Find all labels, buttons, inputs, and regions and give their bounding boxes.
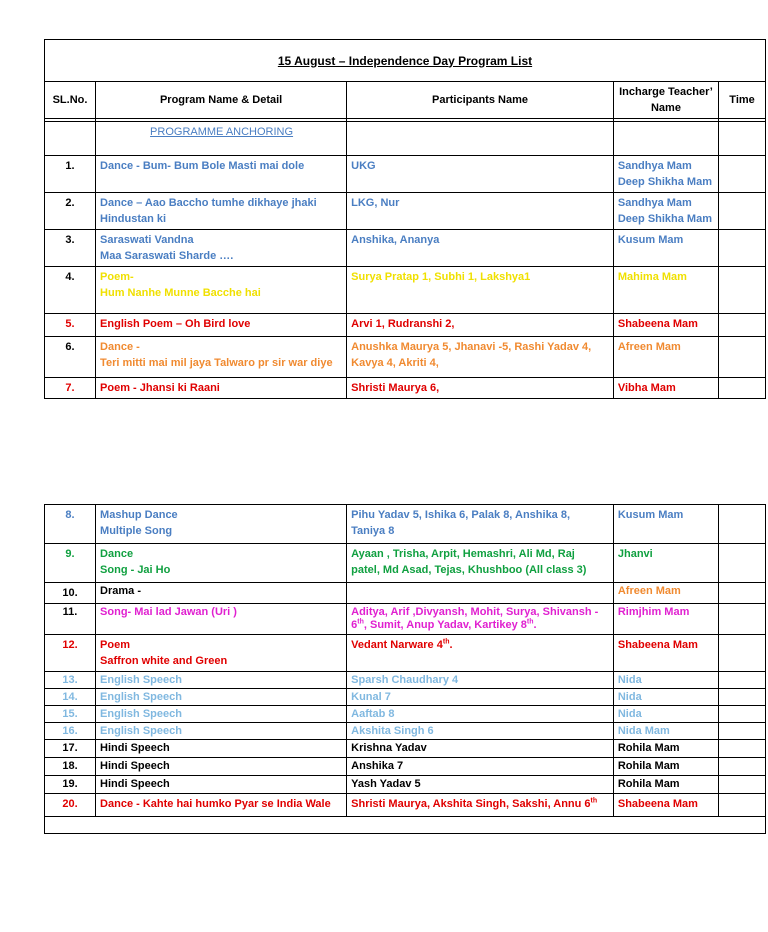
- anchoring-row: [45, 122, 766, 156]
- row-time: [719, 723, 766, 740]
- header-sl: SL.No.: [45, 82, 96, 119]
- row-sl: 5.: [45, 314, 96, 337]
- row-program: Dance - Kahte hai humko Pyar se India Wale: [96, 794, 347, 817]
- row-sl: 1.: [45, 156, 96, 193]
- row-sl: 18.: [45, 758, 96, 776]
- header-participants: Participants Name: [347, 82, 614, 119]
- row-participants: [347, 604, 614, 635]
- row-program: Hindi Speech: [96, 740, 347, 758]
- document-title-text: 15 August – Independence Day Program List: [277, 53, 533, 68]
- row-program: Dance - Bum- Bum Bole Masti mai dole: [96, 156, 347, 193]
- row-teacher: Shabeena Mam: [613, 635, 718, 672]
- row-teacher: Rimjhim Mam: [613, 604, 718, 635]
- row-sl: 20.: [45, 794, 96, 817]
- row-program: English Speech: [96, 689, 347, 706]
- row-sl: 19.: [45, 776, 96, 794]
- table-row: [45, 723, 766, 740]
- row-participants: UKG: [347, 156, 614, 193]
- row-sl: 11.: [45, 604, 96, 635]
- row-time: [719, 583, 766, 604]
- row-teacher: [613, 193, 718, 230]
- row-sl: 4.: [45, 267, 96, 314]
- row-sl: 3.: [45, 230, 96, 267]
- header-incharge: [613, 82, 718, 119]
- row-program: [96, 230, 347, 267]
- table-row: [45, 583, 766, 604]
- row-participants: Sparsh Chaudhary 4: [347, 672, 614, 689]
- row-sl: 7.: [45, 378, 96, 399]
- program-line: Teri mitti mai mil jaya Talwaro pr sir war diye: [100, 357, 333, 369]
- row-program: [96, 635, 347, 672]
- row-teacher: Rohila Mam: [613, 740, 718, 758]
- row-teacher: Rohila Mam: [613, 776, 718, 794]
- row-sl: 10.: [45, 583, 96, 604]
- table-row: [45, 267, 766, 314]
- participants-line: Pihu Yadav 5, Ishika 6, Palak 8, Anshika 8,: [351, 509, 571, 521]
- program-line: Dance -: [100, 341, 140, 353]
- row-participants: Aaftab 8: [347, 706, 614, 723]
- table-row: [45, 672, 766, 689]
- row-participants: Akshita Singh 6: [347, 723, 614, 740]
- row-time: [719, 337, 766, 378]
- row-teacher: [613, 156, 718, 193]
- row-teacher: Jhanvi: [613, 544, 718, 583]
- row-time: [719, 156, 766, 193]
- row-time: [719, 267, 766, 314]
- program-line: Poem-: [100, 271, 134, 283]
- row-sl: 15.: [45, 706, 96, 723]
- program-line: Maa Saraswati Sharde ….: [100, 250, 234, 262]
- row-participants: [347, 544, 614, 583]
- row-sl: 2.: [45, 193, 96, 230]
- table-row: [45, 193, 766, 230]
- table-row: [45, 794, 766, 817]
- participants-line: Taniya 8: [351, 525, 395, 537]
- row-program: English Speech: [96, 706, 347, 723]
- program-line: Song - Jai Ho: [100, 564, 171, 576]
- row-sl: 8.: [45, 505, 96, 544]
- program-line: Dance: [100, 548, 134, 560]
- program-line: Dance – Aao Baccho tumhe dikhaye jhaki: [100, 197, 317, 209]
- row-participants: LKG, Nur: [347, 193, 614, 230]
- row-sl: 6.: [45, 337, 96, 378]
- header-program: Program Name & Detail: [96, 82, 347, 119]
- row-time: [719, 794, 766, 817]
- row-participants: Arvi 1, Rudranshi 2,: [347, 314, 614, 337]
- row-time: [719, 378, 766, 399]
- table-row: [45, 314, 766, 337]
- participants-line: patel, Md Asad, Tejas, Khushboo (All class 3): [351, 564, 587, 576]
- row-sl: 13.: [45, 672, 96, 689]
- row-sl: 16.: [45, 723, 96, 740]
- row-teacher: Shabeena Mam: [613, 314, 718, 337]
- row-teacher: Afreen Mam: [613, 583, 718, 604]
- program-table-2: [44, 504, 766, 834]
- row-program: [96, 193, 347, 230]
- row-teacher: Nida: [613, 672, 718, 689]
- row-time: [719, 604, 766, 635]
- program-line: Multiple Song: [100, 525, 173, 537]
- row-participants: Anshika 7: [347, 758, 614, 776]
- row-program: English Speech: [96, 672, 347, 689]
- program-line: Hum Nanhe Munne Bacche hai: [100, 287, 261, 299]
- row-program: [96, 337, 347, 378]
- row-sl: 14.: [45, 689, 96, 706]
- participants-line: Kavya 4, Akriti 4,: [351, 357, 439, 369]
- row-program: Song- Mai lad Jawan (Uri ): [96, 604, 347, 635]
- row-time: [719, 230, 766, 267]
- row-time: [719, 689, 766, 706]
- row-participants: Yash Yadav 5: [347, 776, 614, 794]
- row-time: [719, 314, 766, 337]
- row-program: Drama -: [96, 583, 347, 604]
- row-participants: Kunal 7: [347, 689, 614, 706]
- participants-line: Anushka Maurya 5, Jhanavi -5, Rashi Yadav 4,: [351, 341, 592, 353]
- row-time: [719, 635, 766, 672]
- row-teacher: Nida: [613, 689, 718, 706]
- teacher-line: Deep Shikha Mam: [617, 176, 712, 188]
- table-row: [45, 689, 766, 706]
- row-program: English Poem – Oh Bird love: [96, 314, 347, 337]
- row-time: [719, 505, 766, 544]
- row-teacher: Nida Mam: [613, 723, 718, 740]
- row-participants: [347, 505, 614, 544]
- teacher-line: Sandhya Mam: [617, 160, 692, 172]
- program-line: Hindustan ki: [100, 213, 167, 225]
- row-program: [96, 267, 347, 314]
- row-participants: Vedant Narware 4th.: [347, 635, 614, 672]
- row-teacher: Kusum Mam: [613, 230, 718, 267]
- row-time: [719, 706, 766, 723]
- row-participants: Shristi Maurya, Akshita Singh, Sakshi, Annu 6th: [347, 794, 614, 817]
- header-row: [45, 82, 766, 119]
- table-row: [45, 758, 766, 776]
- header-incharge-line1: Incharge Teacher’: [619, 86, 713, 98]
- row-teacher: Mahima Mam: [613, 267, 718, 314]
- row-sl: 17.: [45, 740, 96, 758]
- table-row: [45, 604, 766, 635]
- table-row: [45, 156, 766, 193]
- row-participants: Shristi Maurya 6,: [347, 378, 614, 399]
- teacher-line: Sandhya Mam: [617, 197, 692, 209]
- row-program: Hindi Speech: [96, 758, 347, 776]
- row-sl: 12.: [45, 635, 96, 672]
- table-row: [45, 635, 766, 672]
- row-participants: [347, 583, 614, 604]
- row-teacher: Shabeena Mam: [613, 794, 718, 817]
- table-row: [45, 230, 766, 267]
- program-line: Saffron white and Green: [100, 655, 228, 667]
- row-teacher: Kusum Mam: [613, 505, 718, 544]
- row-time: [719, 193, 766, 230]
- table-row: [45, 505, 766, 544]
- row-time: [719, 740, 766, 758]
- table-row: [45, 776, 766, 794]
- program-table-1: [44, 39, 766, 399]
- table-row: [45, 337, 766, 378]
- row-program: [96, 505, 347, 544]
- row-participants: Anshika, Ananya: [347, 230, 614, 267]
- table-row: [45, 706, 766, 723]
- row-program: Poem - Jhansi ki Raani: [96, 378, 347, 399]
- row-teacher: Vibha Mam: [613, 378, 718, 399]
- participants-line: 6th, Sumit, Anup Yadav, Kartikey 8th.: [351, 618, 537, 631]
- teacher-line: Deep Shikha Mam: [617, 213, 712, 225]
- row-participants: Krishna Yadav: [347, 740, 614, 758]
- header-incharge-line2: Name: [650, 102, 681, 114]
- row-teacher: Rohila Mam: [613, 758, 718, 776]
- table-row: [45, 740, 766, 758]
- row-time: [719, 758, 766, 776]
- table-row: [45, 378, 766, 399]
- program-line: Mashup Dance: [100, 509, 178, 521]
- row-participants: Surya Pratap 1, Subhi 1, Lakshya1: [347, 267, 614, 314]
- row-time: [719, 672, 766, 689]
- anchoring-label: PROGRAMME ANCHORING: [150, 126, 294, 138]
- row-teacher: Afreen Mam: [613, 337, 718, 378]
- empty-row: [45, 817, 766, 834]
- row-program: [96, 544, 347, 583]
- participants-line: Ayaan , Trisha, Arpit, Hemashri, Ali Md, Raj: [351, 548, 575, 560]
- row-time: [719, 776, 766, 794]
- table-row: [45, 544, 766, 583]
- row-program: English Speech: [96, 723, 347, 740]
- row-sl: 9.: [45, 544, 96, 583]
- row-program: Hindi Speech: [96, 776, 347, 794]
- document-title: [45, 40, 766, 82]
- program-line: Poem: [100, 639, 131, 651]
- row-teacher: Nida: [613, 706, 718, 723]
- participants-line: Aditya, Arif ,Divyansh, Mohit, Surya, Shivansh -: [351, 606, 599, 618]
- program-line: Saraswati Vandna: [100, 234, 194, 246]
- row-time: [719, 544, 766, 583]
- row-participants: [347, 337, 614, 378]
- header-time: Time: [719, 82, 766, 119]
